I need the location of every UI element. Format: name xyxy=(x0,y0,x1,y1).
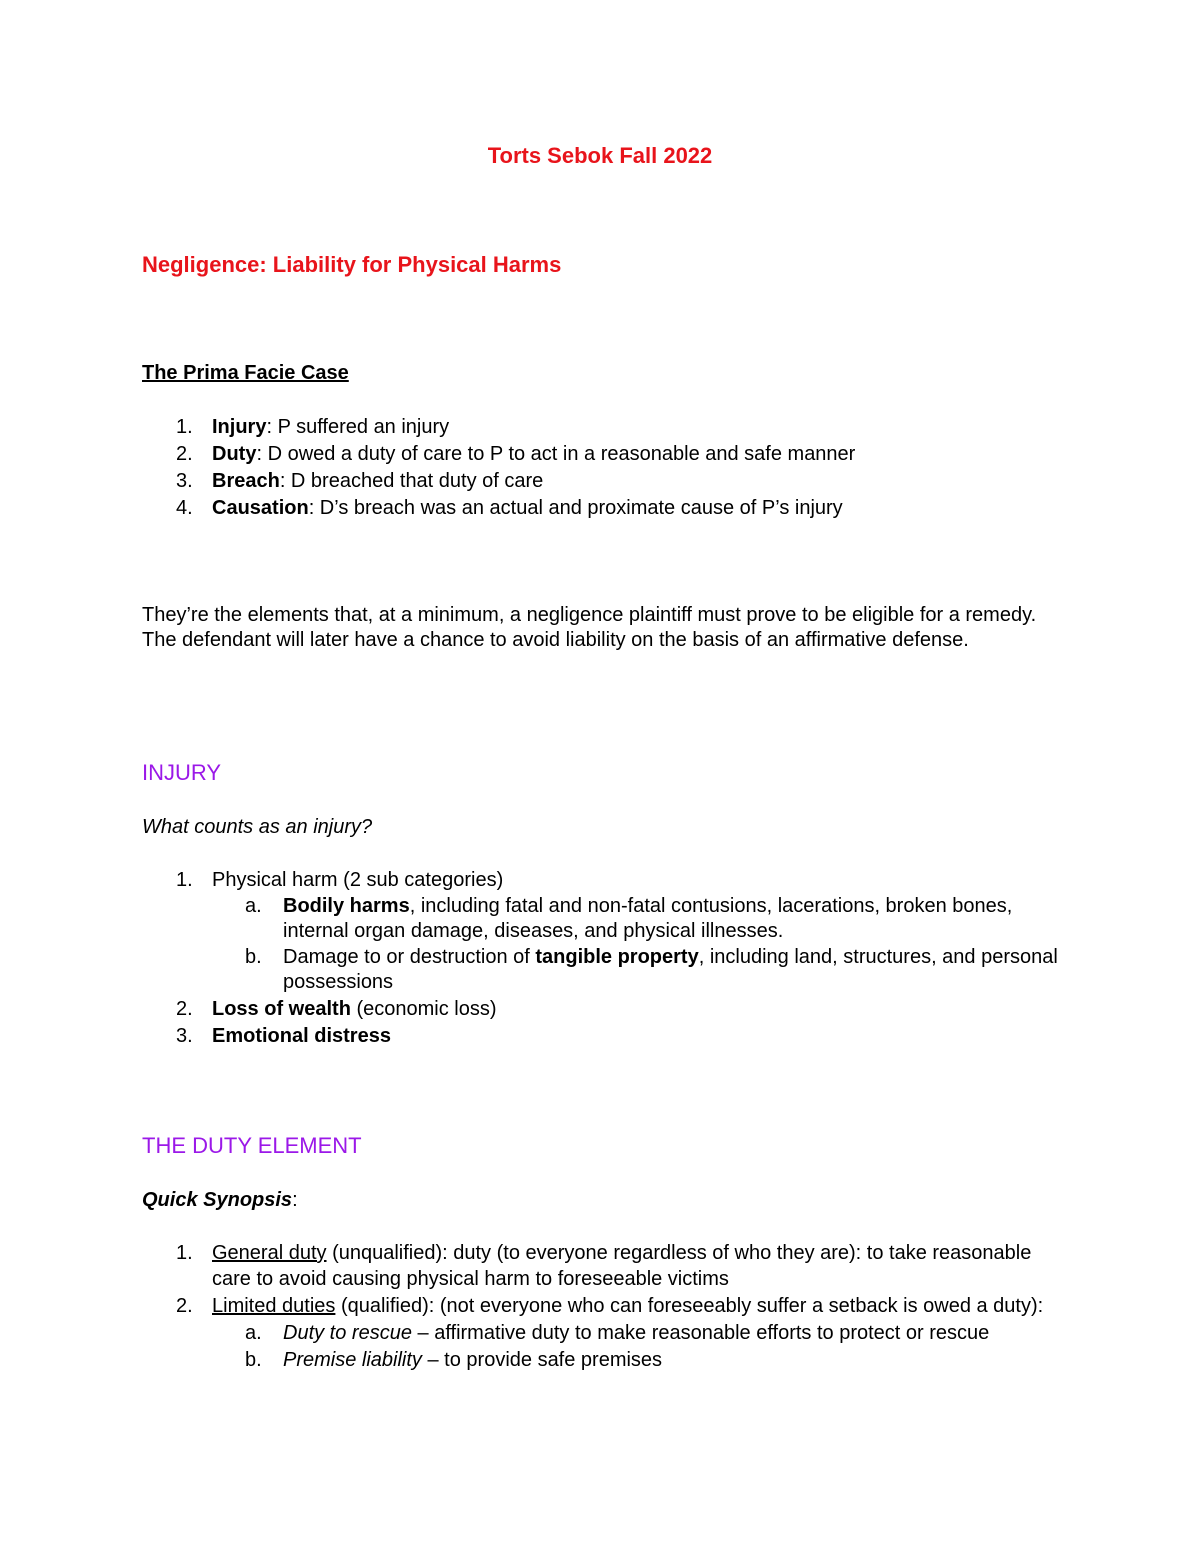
term-breach: Breach xyxy=(212,470,280,492)
elements-paragraph: They’re the elements that, at a minimum, a negligence plaintiff must prove to be eligible for a remedy. The defendant will later have a chance to avoid liability on the basis of an affirmative defense. xyxy=(142,604,1037,651)
synopsis-colon: : xyxy=(292,1189,298,1211)
term-duty-to-rescue: Duty to rescue xyxy=(283,1322,412,1344)
list-item xyxy=(212,945,1062,995)
list-number: 1. xyxy=(176,1242,193,1264)
list-item xyxy=(142,1023,1062,1049)
list-letter: b. xyxy=(245,1349,262,1371)
section-heading: Negligence: Liability for Physical Harms xyxy=(142,252,562,277)
injury-list xyxy=(142,867,1062,1049)
list-number: 3. xyxy=(176,470,193,492)
list-number: 2. xyxy=(176,443,193,465)
term-emotional-distress: Emotional distress xyxy=(212,1025,391,1047)
sublist xyxy=(212,894,1062,995)
list-letter: a. xyxy=(245,1322,262,1344)
list-letter: a. xyxy=(245,895,262,917)
item-text: (economic loss) xyxy=(350,998,497,1020)
list-item xyxy=(142,468,1062,494)
list-number: 1. xyxy=(176,416,193,438)
injury-question: What counts as an injury? xyxy=(142,816,373,838)
list-number: 1. xyxy=(176,869,193,891)
item-text: Damage to or destruction of xyxy=(283,946,536,968)
item-text: – to provide safe premises xyxy=(421,1349,663,1371)
sublist xyxy=(212,1320,1062,1373)
item-text: (unqualified): duty (to everyone regardless of who they are): to take reasonable care to avoid causing physical harm to foreseeable victims xyxy=(212,1242,1032,1290)
list-number: 4. xyxy=(176,497,193,519)
list-number: 2. xyxy=(176,998,193,1020)
list-item xyxy=(142,1240,1062,1292)
prima-facie-heading: The Prima Facie Case xyxy=(142,362,349,384)
term-injury: Injury xyxy=(212,416,267,438)
list-item xyxy=(142,996,1062,1022)
item-text: : D breached that duty of care xyxy=(279,470,544,492)
list-item xyxy=(212,1347,1062,1373)
synopsis-label: Quick Synopsis xyxy=(142,1189,293,1211)
synopsis-line xyxy=(142,1187,298,1213)
duty-list xyxy=(142,1240,1062,1373)
prima-facie-list xyxy=(142,414,1062,521)
term-tangible-property: tangible property xyxy=(535,946,699,968)
injury-heading: INJURY xyxy=(142,760,222,785)
list-item xyxy=(142,867,1062,995)
document-title: Torts Sebok Fall 2022 xyxy=(487,143,713,168)
list-number: 2. xyxy=(176,1295,193,1317)
list-letter: b. xyxy=(245,946,262,968)
item-text: : D owed a duty of care to P to act in a reasonable and safe manner xyxy=(256,443,856,465)
item-text: Physical harm (2 sub categories) xyxy=(212,869,504,891)
list-item xyxy=(142,441,1062,467)
term-loss-of-wealth: Loss of wealth xyxy=(212,998,351,1020)
term-premise-liability: Premise liability xyxy=(283,1349,422,1371)
item-text: (qualified): (not everyone who can foreseeably suffer a setback is owed a duty): xyxy=(335,1295,1044,1317)
item-text: , including fatal and non-fatal contusions, lacerations, broken bones, internal organ damage, diseases, and physical illnesses. xyxy=(283,895,1013,942)
term-duty: Duty xyxy=(212,443,257,465)
list-item xyxy=(142,1293,1062,1373)
term-limited-duties: Limited duties xyxy=(212,1295,336,1317)
term-general-duty: General duty xyxy=(212,1242,327,1264)
list-item xyxy=(212,894,1062,944)
item-text: , including land, structures, and personal possessions xyxy=(283,946,1058,993)
list-number: 3. xyxy=(176,1025,193,1047)
list-item xyxy=(142,495,1062,521)
duty-heading: THE DUTY ELEMENT xyxy=(142,1133,362,1158)
item-text: : P suffered an injury xyxy=(266,416,450,438)
item-text: : D’s breach was an actual and proximate cause of P’s injury xyxy=(308,497,843,519)
item-text: – affirmative duty to make reasonable efforts to protect or rescue xyxy=(411,1322,990,1344)
term-bodily-harms: Bodily harms xyxy=(283,895,410,917)
term-causation: Causation xyxy=(212,497,309,519)
list-item xyxy=(212,1320,1062,1346)
list-item xyxy=(142,414,1062,440)
